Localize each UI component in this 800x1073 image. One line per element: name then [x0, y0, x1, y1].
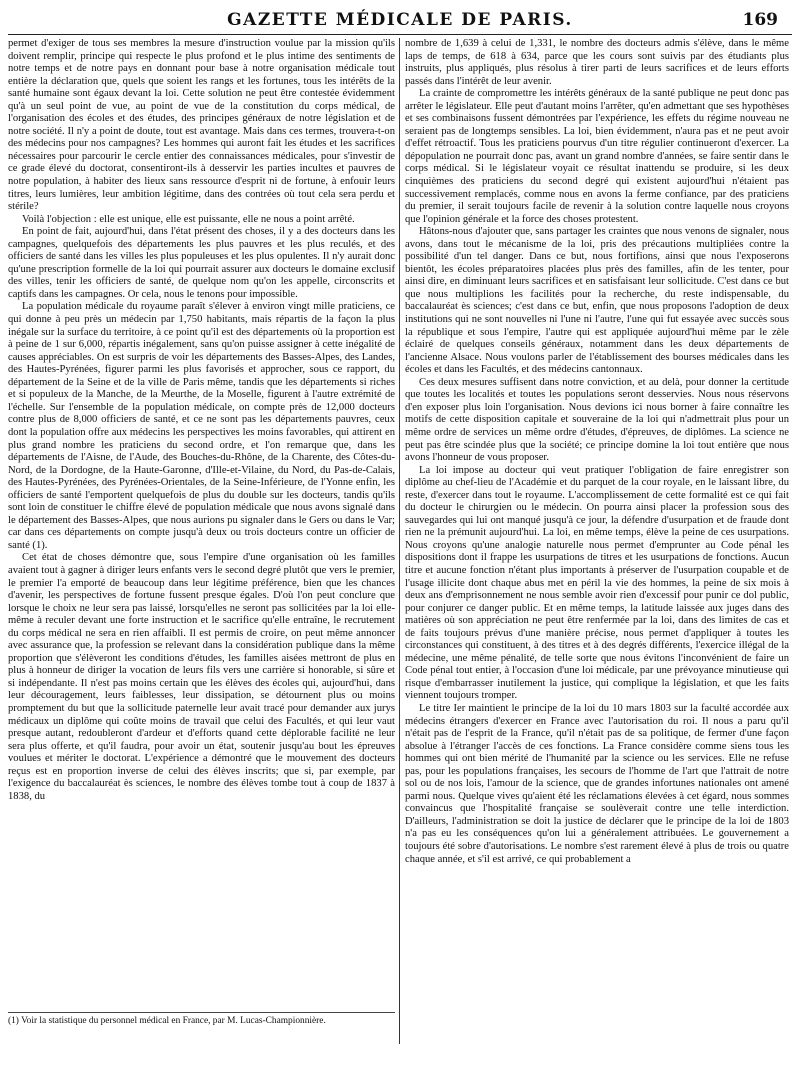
- paragraph: Voilà l'objection : elle est unique, elle est puissante, elle ne nous a point arrêté.: [22, 213, 355, 225]
- page-number: 169: [742, 10, 778, 30]
- footnote: (1) Voir la statistique du personnel médical en France, par M. Lucas-Championnière.: [8, 1016, 326, 1026]
- right-column: [405, 38, 789, 866]
- paragraph: Ces deux mesures suffisent dans notre conviction, et au delà, pour donner la certitude que toutes les localités et toutes les populations seront desservies. Nous nous réservons d'en exposer plus loin l'organisation. Nous devions ici nous borner à faire connaître les motifs de cette disposition capitale et souveraine de la loi qui n'admettrait plus pour un même ordre de services un même ordre d'études, d'épreuves, de diplômes. La science ne peut pas être scindée plus que la société; ce principe domine la loi tout entière que nous avons l'honneur de vous proposer.: [405, 376, 789, 464]
- paragraph: La population médicale du royaume paraît s'élever à environ vingt mille praticiens, ce qui donne à peu près un médecin par 1,750 habitants, mais répartis de la façon la plus inégale sur la surface du territoire, à ce point qu'il est des départements où la proportion est à peine de 1 sur 6,000, répartis inégalement, sans qu'on puisse assigner à cette inégalité de causes appréciables. On est surpris de voir les départements des Basses-Alpes, des Landes, des Hautes-Pyrénées, figurer parmi les plus favorisés et approcher, sous ce rapport, du département de la Seine et de la ville de Paris même, tandis que les départements si riches et si populeux de la Manche, de la Meurthe, de la Moselle, figurent à l'autre extrémité de l'échelle. Sur l'ensemble de la population médicale, on compte près de 12,000 docteurs contre plus de 8,000 officiers de santé, et ce ne sont pas les départements pauvres, ceux dont la population offre aux médecins les perspectives les moins favorables, qui attirent en plus grand nombre les praticiens du second ordre, et l'on remarque que, dans les départements de l'Aisne, de l'Aude, des Bouches-du-Rhône, de la Charente, des Côtes-du-Nord, de la Dordogne, de la Haute-Garonne, d'Ille-et-Vilaine, du Nord, du Pas-de-Calais, des Hautes-Pyrénées, des Pyrénées-Orientales, de la Seine-Inférieure, de l'Yonne enfin, les officiers de santé l'emportent quelquefois de plus du double sur les docteurs, tandis qu'ils sont loin de constituer le chiffre élevé de population médicale que nous avons signalé dans le département des Basses-Alpes, que nous aurions pu signaler dans le Gers ou dans le Var; car dans ces départements on compte jusqu'à deux ou trois docteurs contre un officier de santé (1).: [8, 301, 395, 551]
- paragraph: En point de fait, aujourd'hui, dans l'état présent des choses, il y a des docteurs dans les campagnes, quelquefois des départements les plus pauvres et les plus reculés, et des officiers de santé dans les villes les plus populeuses et les plus opulentes. Il n'y aurait donc qu'une prescription formelle de la loi qui pourrait assurer aux docteurs le domaine exclusif des villes, tenir les officiers de santé, de quelque nom qu'on les appelle, circonscrits et captifs dans les campagnes. Or cela, nous le tenons pour impossible.: [8, 226, 395, 300]
- paragraph: Cet état de choses démontre que, sous l'empire d'une organisation où les familles avaient tout à gagner à diriger leurs enfants vers le second degré plutôt que vers le premier, le premier l'a emporté de beaucoup dans leur légitime préférence, bien que les chances d'avenir, les perspectives de fortune fussent presque égales. D'où l'on peut conclure que lorsque le choix ne leur sera pas laissé, lorsqu'elles ne seront pas sollicitées par la loi elle-même à reculer devant une forte instruction et le sacrifice qu'elle entraîne, le recrutement du corps médical ne sera en rien affaibli. Il est permis de croire, on peut même annoncer avec assurance que, la profession se relevant dans la considération publique dans la même proportion que s'élèveront les conditions d'études, les familles aisées mettront de plus en plus à honneur de diriger la vocation de leurs fils vers une carrière si honorable, si sûre et si indépendante. Il n'est pas moins certain que les élèves des écoles qui, aujourd'hui, dans leur découragement, leurs faiblesses, leur dissipation, se détournent plus ou moins promptement du but que la sollicitude paternelle leur avait tracé pour demander aux jurys médicaux un diplôme qui coûte moins de travail que celui des Facultés, et qui leur vaut presque autant, redoubleront d'ardeur et d'efforts quand cette déplorable facilité ne leur sera plus offerte, et qu'il faudra, pour avoir un état, soutenir jusqu'au bout les épreuves voulues et mériter le doctorat. L'expérience a démontré que le mouvement des docteurs reçus est en proportion inverse de celui des élèves inscrits; que si, par exemple, par l'exigence du baccalauréat ès sciences, le nombre des élèves tombe tout à coup de 1837 à 1838, du: [8, 552, 395, 802]
- page-header: [0, 10, 800, 40]
- paragraph: La crainte de compromettre les intérêts généraux de la santé publique ne peut donc pas arrêter le législateur. Elle peut d'autant moins l'arrêter, qu'en admettant que ses hypothèses et ses combinaisons fussent démontrées par l'expérience, les effets du régime nouveau ne seraient pas de longtemps sensibles. La loi, bien évidemment, n'aura pas et ne peut avoir d'effet rétroactif. Tous les praticiens pourvus d'un titre régulier continueront d'exercer. La dépopulation ne pourrait donc pas, avant un grand nombre d'années, se faire sentir dans le corps médical. Si le législateur voyait ce résultat inattendu se produire, si les deux cinquièmes des praticiens du second degré qui existent aujourd'hui n'étaient pas successivement remplacés, comme nous en avons la ferme confiance, par des praticiens du premier, il serait toujours facile de revenir à la solution contre laquelle nous croyons que l'opinion générale et la force des choses protestent.: [405, 88, 789, 225]
- paragraph: nombre de 1,639 à celui de 1,331, le nombre des docteurs admis s'élève, dans le même laps de temps, de 618 à 634, parce que les cours sont suivis par des étudiants plus instruits, plus appliqués, plus résolus à tirer parti de leurs sacrifices et de leurs efforts passés dans l'intérêt de leur avenir.: [405, 38, 789, 87]
- header-rule: [8, 34, 792, 35]
- footnote-rule: [8, 1012, 395, 1013]
- column-divider: [399, 38, 400, 1044]
- paragraph: permet d'exiger de tous ses membres la mesure d'instruction voulue par la mission qu'ils doivent remplir, principe qui respecte le plus profond et le plus intime des sentiments de notre temps et de notre pays en donnant pour base à notre organisation médicale tout entière la déclaration que, quels que soient les rangs et les fortunes, tous les intérêts de la santé humaine sont égaux devant la loi. Cette solution ne peut être contestée évidemment qu'à un seul point de vue, au point de vue de la constitution du corps médical, de l'organisation des écoles et des études, des principes généraux de notre législation et de notre société. Il n'y a point de doute, tout est avantage. Mais dans ces termes, trouvera-t-on des médecins pour nos campagnes? Les hommes qui auront fait les études et les sacrifices nécessaires pour parcourir le cercle entier des connaissances médicales, pour s'investir de ce grade élevé du doctorat, consentiront-ils à desservir les parties incultes et pauvres de notre population, à habiter des lieux sans ressource d'esprit ni de fortune, à enfouir leurs titres, leurs lumières, leur ambition légitime, dans des contrées où tout cela sera perdu et stérile?: [8, 38, 395, 213]
- left-column: [8, 38, 395, 803]
- paragraph: La loi impose au docteur qui veut pratiquer l'obligation de faire enregistrer son diplôme au chef-lieu de l'Académie et du parquet de la cour royale, en le laissant libre, du reste, d'exercer dans tout le royaume. L'accomplissement de cette formalité est ce qui fait du docteur le chirurgien ou le médecin. On pourra ainsi placer la profession sous des sauvegardes qui lui ont manqué jusqu'à ce jour, la défendre d'usurpation et de fraude dont rien ne la prémunit aujourd'hui. La loi, en même temps, élève la peine de ces usurpations. Nous croyons qu'une analogie naturelle nous permet d'emprunter au Code pénal les dispositions dont il frappe les usurpations de titres et les usurpations de fonctions. Aucun titre et aucune fonction n'étant plus importants à préserver de l'usurpation coupable et de l'usage illicite dont chaque abus met en péril la vie des hommes, la peine de six mois à deux ans d'emprisonnement ne nous semble avoir rien d'excessif pour punir ce dol public, pour conjurer ce danger public. Et en même temps, la latitude laissée aux juges dans des matières où son appréciation ne peut être renfermée par la loi, dans des limites de cas et de faits toujours prévus d'une manière précise, nous permet d'appliquer à toutes les circonstances qui constituent, à des titres et à des degrés différents, l'exercice illégal de la médecine, une même pénalité, de telle sorte que nous évitons l'inconvénient de faire un Code pénal tout entier, à l'occasion d'une loi médicale, par une prévoyance minutieuse qui risque d'embarrasser inutilement la justice, qui complique la législation, et que les faits viennent toujours tromper.: [405, 464, 789, 702]
- paragraph: Hâtons-nous d'ajouter que, sans partager les craintes que nous venons de signaler, nous avons, dans tout le mécanisme de la loi, pris des précautions multipliées contre la possibilité d'un tel danger. Dans ce but, nous fortifions, ainsi que nous l'exposerons bientôt, les écoles préparatoires placées plus près des familles, afin de les tenter, pour ainsi dire, en diminuant leurs sacrifices et en satisfaisant leur sollicitude. C'est dans ce but que nous multiplions les facilités pour la recherche, du reste indispensable, du baccalauréat ès sciences; c'est dans ce but, enfin, que nous proposons l'adoption de deux institutions qui ne sont nouvelles ni l'une ni l'autre, l'une qui fut essayée avec succès sous la république et sous l'empire, l'autre qui est appliquée aujourd'hui même par le zèle éclairé de quelques conseils généraux, notamment dans les deux départements de l'ancienne Alsace. Nous voulons parler de l'établissement des bourses médicales dans les écoles et dans les Facultés, et des médecins cantonnaux.: [405, 226, 789, 376]
- running-title: GAZETTE MÉDICALE DE PARIS.: [227, 10, 573, 30]
- paragraph: Le titre Ier maintient le principe de la loi du 10 mars 1803 sur la faculté accordée aux médecins étrangers d'exercer en France avec l'autorisation du roi. Il nous a paru qu'il n'était pas de l'esprit de la France, qu'il n'était pas de sa politique, de fermer d'une façon absolue à l'étranger l'accès de ces fonctions. La France considère comme siens tous les hommes qui ont bien mérité de l'humanité par la science ou les services. Elle ne refuse pas, pour les populations françaises, les secours de l'homme de l'art que l'attrait de notre sol ou de nos lois, l'amour de la science, que de grandes infortunes nationales ont amené parmi nous. Quelque vives qu'aient été les réclamations élevées à cet égard, nous sommes convaincus que l'hospitalité française se soulèverait contre une telle interdiction. D'ailleurs, l'administration se doit la justice de déclarer que le principe de la loi de 1803 n'a pas eu les conséquences qu'on lui a généralement attribuées. Le gouvernement a toujours été sobre d'autorisations. Le nombre s'est rarement élevé à plus de trois ou quatre chaque année, et s'il est arrivé, ce qui probablement a: [405, 702, 789, 865]
